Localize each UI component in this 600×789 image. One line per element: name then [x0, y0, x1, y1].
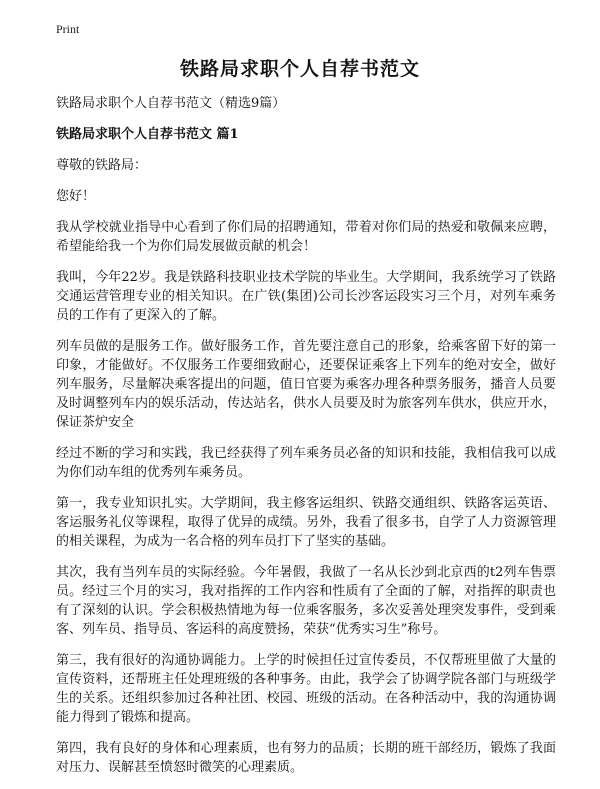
paragraph: 列车员做的是服务工作。做好服务工作，首先要注意自己的形象，给乘客留下好的第一印象，才能做好。不仅服务工作要细致耐心，还要保证乘客上下列车的绝对安全，做好列车服务，尽量解决乘客提出的问题，值日官要为乘客办理各种票务服务，播音人员要及时调整列车内的娱乐活动，传达站名，供水人员要及时为旅客列车供水，供应开水，保证茶炉安全	[56, 339, 556, 430]
document-subtitle: 铁路局求职个人自荐书范文（精选9篇）	[56, 96, 286, 111]
paragraph: 我叫，今年22岁。我是铁路科技职业技术学院的毕业生。大学期间，我系统学习了铁路交通运营管理专业的相关知识。在广铁(集团)公司长沙客运段实习三个月，对列车乘务员的工作有了更深入的了解。	[56, 270, 556, 323]
greeting-line: 尊敬的铁路局：	[56, 158, 148, 173]
paragraph: 经过不断的学习和实践，我已经获得了列车乘务员必备的知识和技能，我相信我可以成为你们动车组的优秀列车乘务员。	[56, 446, 556, 480]
page-title: 铁路局求职个人自荐书范文	[179, 58, 420, 80]
paragraph: 我从学校就业指导中心看到了你们局的招聘通知，带着对你们局的热爱和敬佩来应聘，希望能给我一个为你们局发展做贡献的机会！	[56, 220, 556, 254]
paragraph: 其次，我有当列车员的实际经验。今年暑假，我做了一名从长沙到北京西的t2列车售票员。经过三个月的实习，我对指挥的工作内容和性质有了全面的了解，对指挥的职责也有了深刻的认识。学会积极热情地为每一位乘客服务，多次妥善处理突发事件，受到乘客、列车员、指导员、客运科的高度赞扬，荣获“优秀实习生”称号。	[56, 565, 556, 637]
paragraph: 第四，我有良好的身体和心理素质，也有努力的品质；长期的班干部经历，锻炼了我面对压力、误解甚至愤怒时微笑的心理素质。	[56, 741, 556, 775]
document-body	[56, 94, 556, 789]
salutation-line: 您好！	[56, 189, 96, 204]
section-heading: 铁路局求职个人自荐书范文 篇1	[56, 127, 239, 142]
paragraph: 第三，我有很好的沟通协调能力。上学的时候担任过宣传委员，不仅帮班里做了大量的宣传资料，还帮班主任处理班级的各种事务。由此，我学会了协调学院各部门与班级学生的关系。还组织参加过各种社团、校园、班级的活动。在各种活动中，我的沟通协调能力得到了锻炼和提高。	[56, 653, 556, 725]
print-label[interactable]: Print	[56, 22, 80, 36]
paragraph: 第一，我专业知识扎实。大学期间，我主修客运组织、铁路交通组织、铁路客运英语、客运服务礼仪等课程，取得了优异的成绩。另外，我看了很多书，自学了人力资源管理的相关课程，为成为一名合格的列车员打下了坚实的基础。	[56, 496, 556, 549]
